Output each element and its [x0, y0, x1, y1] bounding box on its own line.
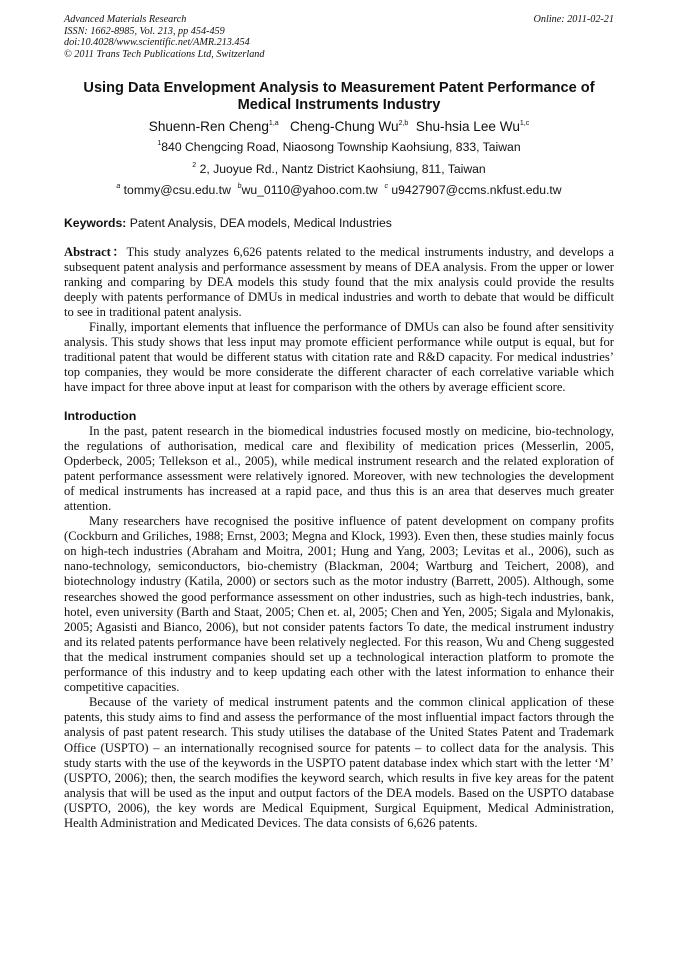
- author-sup: 2,b: [398, 120, 409, 128]
- email-sup: b: [237, 183, 242, 191]
- introduction-heading: Introduction: [64, 408, 137, 423]
- affiliation-1: [64, 135, 614, 156]
- author-sup: 1,a: [268, 120, 279, 128]
- affiliation-sup: 2: [192, 161, 197, 169]
- paper-page: [64, 14, 614, 831]
- journal-issn: ISSN: 1662-8985, Vol. 213, pp 454-459: [64, 25, 225, 37]
- abstract-text: This study analyzes 6,626 patents related to the medical instruments industry, and develops a subsequent patent analysis and performance assessment by means of DEA analysis. From the upper or lower ranking and comparing by DEA models this study found that the mix analysis could provide the results deeply with patents performance of DMUs in medical industries and worth to debate that would be difficult to see in traditional patent analysis.: [64, 244, 614, 319]
- email-link[interactable]: wu_0110@yahoo.com.tw: [241, 183, 378, 198]
- author-name: Cheng-Chung Wu: [290, 119, 399, 135]
- journal-header: [64, 14, 614, 60]
- journal-name: Advanced Materials Research: [64, 14, 187, 25]
- email-link[interactable]: tommy@csu.edu.tw: [123, 183, 231, 198]
- abstract-paragraph: [64, 245, 614, 320]
- affiliation-sup: 1: [157, 140, 162, 148]
- keywords: [64, 215, 614, 231]
- affiliation-2: [64, 157, 614, 178]
- author-name: Shu-hsia Lee Wu: [415, 119, 520, 135]
- keywords-label: Keywords:: [64, 215, 127, 230]
- online-date: Online: 2011-02-21: [533, 14, 614, 25]
- email-list: [64, 178, 614, 199]
- author-sup: 1,c: [519, 120, 530, 128]
- introduction-paragraph: In the past, patent research in the biomedical industries focused mostly on medicine, bio-technology, the regulations of authorisation, medical care and flexibility of medication prices (Messerlin, 2005, Opderbeck, 2005; Tellekson et al., 2005), while medical instrument research and the related exploration of patent performance assessment were relatively ignored. Moreover, with new technologies the development of medical instruments has increased at a rapid pace, and thus this is an area that deserves much greater attention.: [64, 423, 614, 513]
- email-link[interactable]: u9427907@ccms.nkfust.edu.tw: [391, 183, 562, 198]
- abstract: [64, 245, 614, 396]
- introduction-body: [64, 424, 614, 832]
- email-sup: c: [384, 183, 388, 191]
- introduction-paragraph: Because of the variety of medical instrument patents and the common clinical application of these patents, this study aims to find and assess the performance of the most influential impact factors through the analysis of past patent research. This study utilises the database of the United States Patent and Trademark Office (USPTO) – an internationally recognised source for patents – to collect data for the analysis. This study starts with the use of the keywords in the USPTO patent database index which start with the letter ‘M’ (USPTO, 2006); then, the search modifies the keyword search, which results in five key areas for the patent analysis that will be used as the input and output factors of the DEA models. Based on the USPTO database (USPTO, 2006), the key words are Medical Equipment, Surgical Equipment, Medical Administration, Health Administration and Medicated Devices. The data consists of 6,626 patents.: [64, 695, 614, 830]
- paper-title: Using Data Envelopment Analysis to Measurement Patent Performance of Medical Instruments Industry: [83, 80, 595, 114]
- keywords-text: Patent Analysis, DEA models, Medical Industries: [126, 215, 392, 230]
- journal-copyright: © 2011 Trans Tech Publications Ltd, Switzerland: [64, 48, 265, 60]
- email-sup: a: [116, 183, 121, 191]
- introduction-paragraph: Many researchers have recognised the positive influence of patent development on company profits (Cockburn and Griliches, 1988; Ernst, 2003; Megna and Klock, 1993). Even then, these studies mainly focus on high-tech industries (Abraham and Moitra, 2001; Hung and Yang, 2003; Levitas et al., 2006), such as nano-technology, semiconductors, bio-chemistry (Blackman, 2004; Wartburg and Teichert, 2008), and biotechnology industry (Katila, 2000) or sectors such as the motor industry (Barrett, 2005). Although, some researches showed the good performance assessment on other industries, such as high-tech industries, bank, hotel, even university (Barth and Staat, 2005; Chen et. al, 2005; Chen and Yen, 2005; Sigala and Mylonakis, 2005; Agasisti and Bianco, 2006), but not consider patents factors To date, the medical instrument industry and its related patents performance have been relatively neglected. For this reason, Wu and Cheng suggested that the medical instrument companies should set up a technological interaction platform to promote the performance of this industry and to keep updating each other with the latest information to enhance their competitive capacities.: [64, 514, 614, 695]
- abstract-label: Abstract：: [64, 244, 127, 259]
- journal-doi: doi:10.4028/www.scientific.net/AMR.213.454: [64, 37, 250, 49]
- affiliation-text: 840 Chengcing Road, Niaosong Township Kaohsiung, 833, Taiwan: [161, 140, 521, 155]
- author-name: Shuenn-Ren Cheng: [148, 119, 269, 135]
- author-list: [64, 115, 614, 135]
- affiliation-text: 2, Juoyue Rd., Nantz District Kaohsiung, 811, Taiwan: [196, 161, 486, 176]
- abstract-paragraph: Finally, important elements that influence the performance of DMUs can also be found after sensitivity analysis. This study shows that less input may promote efficient performance while output is equal, but for traditional patent that would be different status with citation rate and R&D capacity. For medical industries’ top companies, they would be more considerate the different character of each correlative variable which have impact for three above input at least for comparison with the others by average efficient score.: [64, 320, 614, 395]
